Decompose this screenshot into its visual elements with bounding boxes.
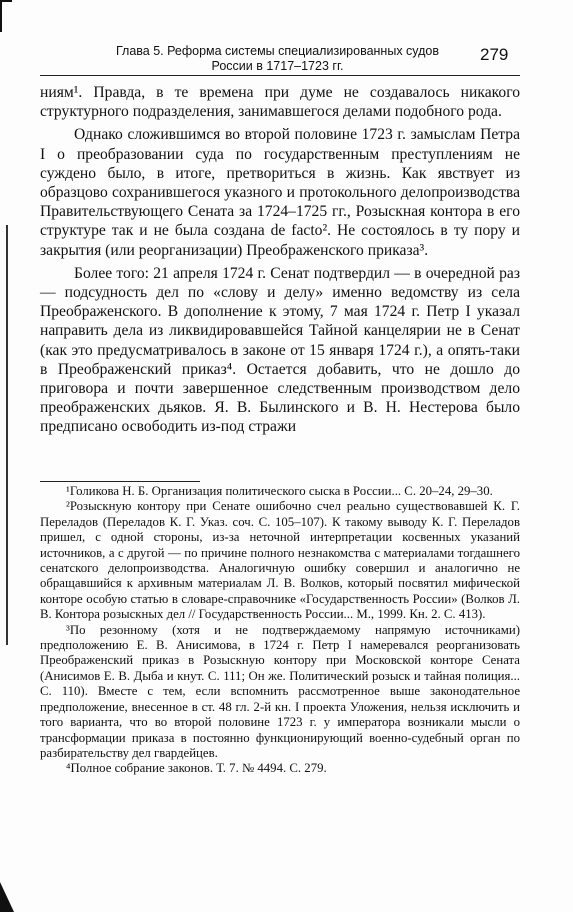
page-number: 279: [480, 45, 509, 64]
header-rule: [40, 75, 520, 76]
paragraph-3: Более того: 21 апреля 1724 г. Сенат подтвердил — в очередной раз — подсудность дел по «слову и делу» именно ведомству из села Преображенского. В дополнение к этому, 7 мая 1724 г. Петр I указал направить дела из ликвидировавшейся Тайной канцелярии не в Сенат (как это предусматривалось в законе от 15 января 1724 г.), а опять-таки в Преображенский приказ⁴. Остается добавить, что не дошло до приговора и почти завершенное следственным производством дело преображенских дьяков. Я. В. Былинского и В. Н. Нестерова было предписано освободить из-под стражи: [40, 264, 520, 436]
body-text: [40, 83, 520, 441]
paragraph-2: Однако сложившимся во второй половине 1723 г. замыслам Петра I о преобразовании суда по государственным преступлениям не суждено было, в итоге, претвориться в жизнь. Как явствует из образцово сохранившегося указного и протокольного делопроизводства Правительствующего Сената за 1724–1725 гг., Розыскная контора в его структуре так и не была создана de facto². Не состоялось в ту пору и закрытия (или реорганизации) Преображенского приказа³.: [40, 126, 520, 259]
scan-edge-corner: [0, 882, 14, 912]
footnotes: [40, 484, 520, 777]
scan-edge-top: [0, 0, 12, 32]
footnote-3: ³По резонному (хотя и не подтверждаемому напрямую источниками) предположению Е. В. Анисимова, в 1724 г. Петр I намеревался реорганизовать Преображенский приказ в Розыскную контору при Московской конторе Сената (Анисимов Е. В. Дыба и кнут. С. 111; Он же. Политический розыск и тайная полиция... С. 110). Вместе с тем, если вспомнить рассмотренное выше законодательное предположение, внесенное в ст. 48 гл. 2-й кн. I проекта Уложения, нельзя исключить и того варианта, что во второй половине 1723 г. у императора возникали мысли о трансформации приказа в постоянно функционирующий военно-судебный орган по разбирательству дел гвардейцев.: [40, 622, 520, 760]
footnote-2: ²Розыскную контору при Сенате ошибочно счел реально существовавшей К. Г. Переладов (Переладов К. Г. Указ. соч. С. 105–107). К такому выводу К. Г. Переладов пришел, с одной стороны, из-за неточной интерпретации косвенных указаний источников, а с другой — по причине полного незнакомства с материалами тогдашнего сенатского делопроизводства. Аналогичную ошибку совершил и аналогично не обращавшийся к архивным материалам Л. В. Волков, который посвятил мифической конторе особую статью в словаре-справочнике «Государственность России» (Волков Л. В. Контора розыскных дел // Государственность России... М., 1999. Кн. 2. С. 413).: [40, 499, 520, 622]
footnote-4: ⁴Полное собрание законов. Т. 7. № 4494. С. 279.: [66, 761, 327, 776]
running-title-line-1: Глава 5. Реформа системы специализированных судов: [115, 44, 440, 58]
paragraph-1: ниям¹. Правда, в те времена при думе не создавалось никакого структурного подразделения, занимавшегося делами подобного рода.: [40, 84, 520, 121]
footnote-rule: [40, 481, 200, 482]
scan-edge-left: [6, 225, 8, 645]
running-header: [95, 44, 460, 74]
footnote-1: ¹Голикова Н. Б. Организация политического сыска в России... С. 20–24, 29–30.: [66, 484, 493, 498]
running-title-line-2: России в 1717–1723 гг.: [211, 59, 344, 73]
